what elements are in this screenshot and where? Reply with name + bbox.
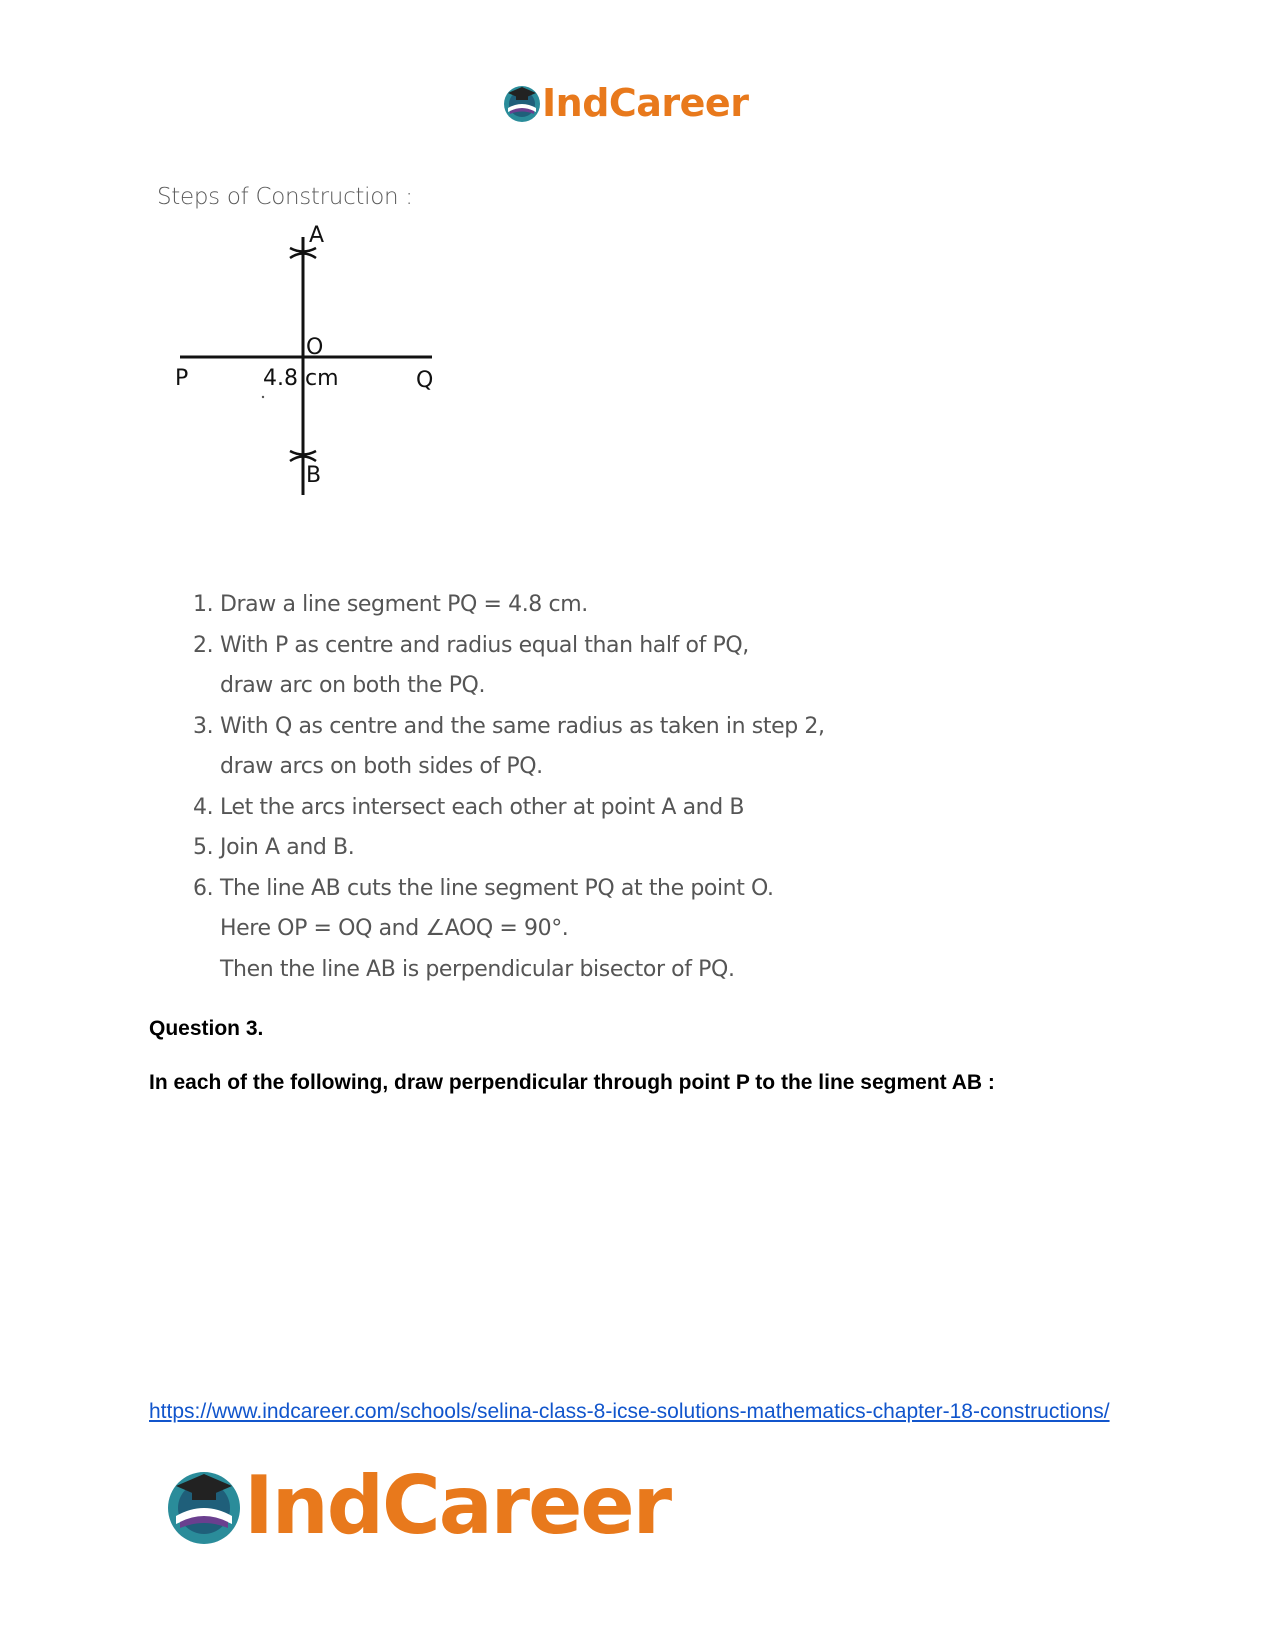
list-item: 4. Let the arcs intersect each other at point A and B xyxy=(193,794,745,820)
label-b: B xyxy=(306,463,322,488)
footer-logo xyxy=(160,1458,670,1554)
question-text: In each of the following, draw perpendicular through point P to the line segment AB : xyxy=(149,1071,995,1094)
construction-diagram xyxy=(170,225,470,515)
list-item: 5. Join A and B. xyxy=(193,835,355,860)
label-q: Q xyxy=(416,368,434,393)
source-link[interactable]: https://www.indcareer.com/schools/selina-class-8-icse-solutions-mathematics-chapter-18-constructions/ xyxy=(149,1400,1110,1423)
logo-wordmark: IndCareer xyxy=(542,81,749,125)
list-item: 2. With P as centre and radius equal than half of PQ, draw arc on both the PQ. xyxy=(193,632,749,698)
label-p: P xyxy=(175,366,189,391)
header-logo xyxy=(500,80,748,126)
label-length: 4.8 cm xyxy=(263,366,339,391)
graduation-cap-icon xyxy=(160,1462,248,1550)
graduation-cap-icon xyxy=(500,81,544,125)
list-item: 1. Draw a line segment PQ = 4.8 cm. xyxy=(193,592,588,617)
list-item: 3. With Q as centre and the same radius as taken in step 2, draw arcs on both sides of PQ. xyxy=(193,713,825,779)
question-title: Question 3. xyxy=(149,1017,264,1040)
label-a: A xyxy=(309,225,325,248)
steps-list xyxy=(190,585,825,990)
steps-title: Steps of Construction : xyxy=(157,184,413,210)
label-o: O xyxy=(306,335,324,360)
list-item: 6. The line AB cuts the line segment PQ at the point O. Here OP = OQ and ∠AOQ = 90°. Then the line AB is perpendicular bisector of PQ. xyxy=(193,875,774,982)
logo-wordmark: IndCareer xyxy=(244,1459,671,1552)
